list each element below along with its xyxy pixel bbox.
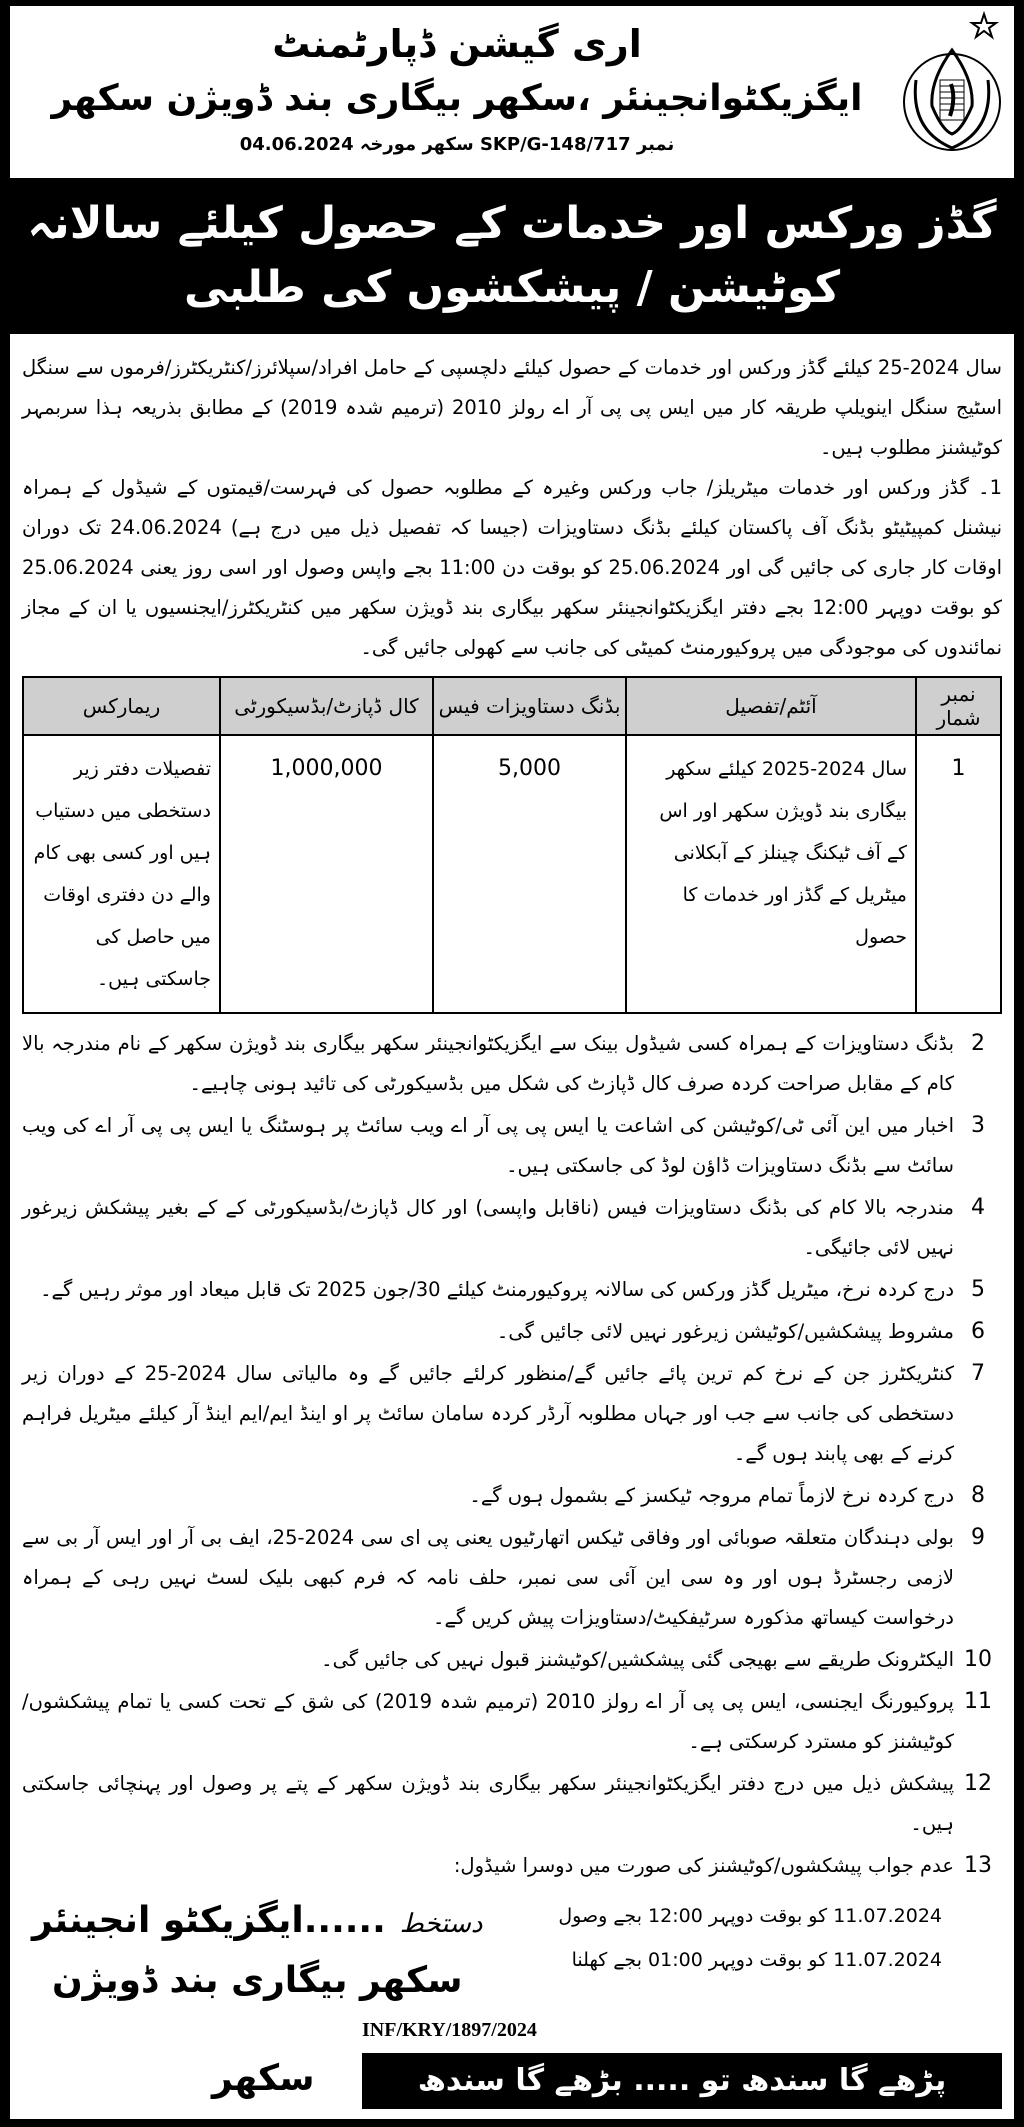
cell-serial: 1 [916,735,1001,1013]
inf-number: INF/KRY/1897/2024 [362,2019,537,2041]
cell-detail: سال 2024-2025 کیلئے سکھر بیگاری بند ڈویژن سکھر اور اس کے آف ٹیکنگ چینلز کے آبکلانی میٹریل کے گڈز اور خدمات کا حصول [626,735,916,1013]
item-number: 8 [971,1483,985,1508]
signature-block [22,1894,482,2011]
item-row [22,1188,1002,1268]
sindh-government-logo [896,10,1008,160]
bottom-section [22,1894,1002,2011]
footer [22,2015,1002,2109]
item-row [22,1476,1002,1516]
signature-title: ......ایگزیکٹو انجینئر [32,1900,386,1941]
item-number: 3 [971,1113,985,1138]
item-3: اخبار میں این آئی ٹی/کوٹیشن کی اشاعت یا ایس پی پی آر اے ویب سائٹ پر ہوسٹنگ یا ایس پی پی آر اے کی ویب سائٹ سے بڈنگ دستاویزات ڈاؤن لوڈ کی جاسکتی ہیں۔ [22,1114,954,1177]
notice-body [10,334,1014,2119]
item-4: مندرجہ بالا کام کی بڈنگ دستاویزات فیس (ناقابل واپسی) اور کال ڈپازٹ/بڈسیکورٹی کے کے بغیر پیشکش زیرغور نہیں لائی جائیگی۔ [22,1196,954,1259]
item-number: 11 [964,1689,992,1714]
item-1: 1۔ گڈز ورکس اور خدمات میٹریلز/ جاب ورکس وغیرہ کے مطلوبہ حصول کی فہرست/قیمتوں کے شیڈول کے ہمراہ نیشنل کمپیٹیٹو بڈنگ آف پاکستان کیلئے بڈنگ دستاویزات (جیسا کہ تفصیل ذیل میں درج ہے) 24.06.2024 تک دوران اوقات کار جاری کی جائیں گی اور 25.06.2024 کو بوقت دن 11:00 بجے واپس وصول اور اسی روز یعنی 25.06.2024 کو بوقت دوپہر 12:00 بجے دفتر ایگزیکٹوانجینئر سکھر بیگاری بند ڈویژن سکھر میں کنٹریکٹرز/ایجنسیوں یا ان کے مجاز نمائندوں کی موجودگی میں پروکیورمنٹ کمیٹی کی جانب سے کھولی جائیں گی۔ [22,476,1002,659]
item-2: بڈنگ دستاویزات کے ہمراہ کسی شیڈول بینک سے ایگزیکٹوانجینئر سکھر بیگاری بند ڈویژن سکھر کے نام مندرجہ بالا کام کے مقابل صراحت کردہ صرف کال ڈپازٹ کی شکل میں بڈسیکورٹی کی تائید ہونی چاہیے۔ [22,1032,954,1095]
item-11: پروکیورنگ ایجنسی، ایس پی پی آر اے رولز 2010 (ترمیم شدہ 2019) کی شق کے تحت کسی یا تمام پیشکشوں/کوٹیشنز کو مسترد کرسکتی ہے۔ [22,1690,954,1753]
col-serial: نمبر شمار [916,677,1001,735]
tender-table [22,676,1002,1014]
item-7: کنٹریکٹرز جن کے نرخ کم ترین پائے جائیں گے/منظور کرلئے جائیں گے وہ مالیاتی سال 2024-25 کے دوران زیر دستخطی کی جانب سے جب اور جہاں مطلوبہ آرڈر کردہ سامان سائٹ پر او اینڈ ایم/ایم اینڈ آر کیلئے میٹریل فراہم کرنے کے بھی پابند ہوں گے۔ [22,1362,954,1465]
col-security: کال ڈپازٹ/بڈسیکورٹی [220,677,433,735]
schedule-receipt: 11.07.2024 کو بوقت دوپہر 12:00 بجے وصول [558,1905,942,1927]
item-number: 2 [971,1031,985,1056]
item-row [22,1518,1002,1638]
item-number: 13 [964,1853,992,1878]
col-detail: آئٹم/تفصیل [626,677,916,735]
item-row [22,1024,1002,1104]
item-row [22,1764,1002,1844]
item-row [22,1312,1002,1352]
item-number: 9 [971,1525,985,1550]
cell-fee: 5,000 [433,735,626,1013]
signature-label: دستخط [399,1909,483,1939]
item-row [22,1846,1002,1886]
item-12: پیشکش ذیل میں درج دفتر ایگزیکٹوانجینئر سکھر بیگاری بند ڈویژن سکھر کے پتے پر وصول اور پہنچائی جاسکتی ہیں۔ [22,1772,954,1835]
cell-security: 1,000,000 [220,735,433,1013]
item-5: درج کردہ نرخ، میٹریل گڈز ورکس کی سالانہ پروکیورمنٹ کیلئے 30/جون 2025 تک قابل میعاد اور موثر رہیں گے۔ [40,1278,954,1301]
item-6: مشروط پیشکشیں/کوٹیشن زیرغور نہیں لائی جائیں گی۔ [496,1320,954,1343]
item-row [22,1354,1002,1474]
department-name: اری گیشن ڈپارٹمنٹ [272,22,642,66]
intro-paragraph: سال 2024-25 کیلئے گڈز ورکس اور خدمات کے حصول کیلئے دلچسپی کے حامل افراد/سپلائرز/کنٹریکٹرز/فرموں سے سنگل اسٹیج سنگل اینویلپ طریقہ کار میں ایس پی پی آر اے رولز 2010 (ترمیم شدہ 2019) کے مطابق بذریعہ ہذا سربمہر کوٹیشنز مطلوب ہیں۔ [22,356,1002,459]
numbered-items [22,1024,1002,1886]
schedule-opening: 11.07.2024 کو بوقت دوپہر 01:00 بجے کھلنا [571,1949,942,1971]
reference-number: نمبر SKP/G-148/717 سکھر مورخہ 04.06.2024 [239,134,675,155]
item-8: درج کردہ نرخ لازماً تمام مروجہ ٹیکسز کے بشمول ہوں گے۔ [469,1484,954,1507]
signature-line [32,1894,482,1951]
item-10: الیکٹرونک طریقے سے بھیجی گئی پیشکشیں/کوٹیشنز قبول نہیں کی جائیں گی۔ [321,1648,954,1671]
signature-city: سکھر [212,2058,315,2099]
item-9: بولی دہندگان متعلقہ صوبائی اور وفاقی ٹیکس اتھارٹیوں یعنی پی ای سی 2024-25، ایف بی آر اور ایس آر بی سے لازمی رجسٹرڈ ہوں اور وہ سی این آئی سی نمبر، حلف نامہ کہ فرم کبھی بلیک لسٹ نہیں رہی کے ہمراہ درخواست کیساتھ مذکورہ سرٹیفکیٹ/دستاویزات پیش کریں گے۔ [22,1526,954,1629]
office-name: ایگزیکٹوانجینئر ،سکھر بیگاری بند ڈویژن سکھر [51,78,863,119]
item-row [22,1640,1002,1680]
item-13: عدم جواب پیشکشوں/کوٹیشنز کی صورت میں دوسرا شیڈول: [453,1854,954,1877]
col-remarks: ریمارکس [23,677,220,735]
notice-title: گڈز ورکس اور خدمات کے حصول کیلئے سالانہ کوٹیشن / پیشکشوں کی طلبی [27,198,997,313]
item-number: 5 [971,1277,985,1302]
cell-remarks: تفصیلات دفتر زیر دستخطی میں دستیاب ہیں اور کسی بھی کام والے دن دفتری اوقات میں حاصل کی جاسکتی ہیں۔ [23,735,220,1013]
table-header-row [23,677,1001,735]
item-row [22,1106,1002,1186]
item-number: 4 [971,1195,985,1220]
item-number: 7 [971,1361,985,1386]
item-row [22,1270,1002,1310]
slogan-banner: پڑھے گا سندھ تو ..... بڑھے گا سندھ [362,2053,1002,2109]
footer-right [362,2015,1002,2109]
item-number: 10 [964,1647,992,1672]
table-row [23,735,1001,1013]
second-schedule [558,1894,1002,1982]
item-number: 12 [964,1771,992,1796]
col-fee: بڈنگ دستاویزات فیس [433,677,626,735]
item-row [22,1682,1002,1762]
item-number: 6 [971,1319,985,1344]
signature-division: سکھر بیگاری بند ڈویژن [51,1960,463,2001]
header [10,6,1014,178]
